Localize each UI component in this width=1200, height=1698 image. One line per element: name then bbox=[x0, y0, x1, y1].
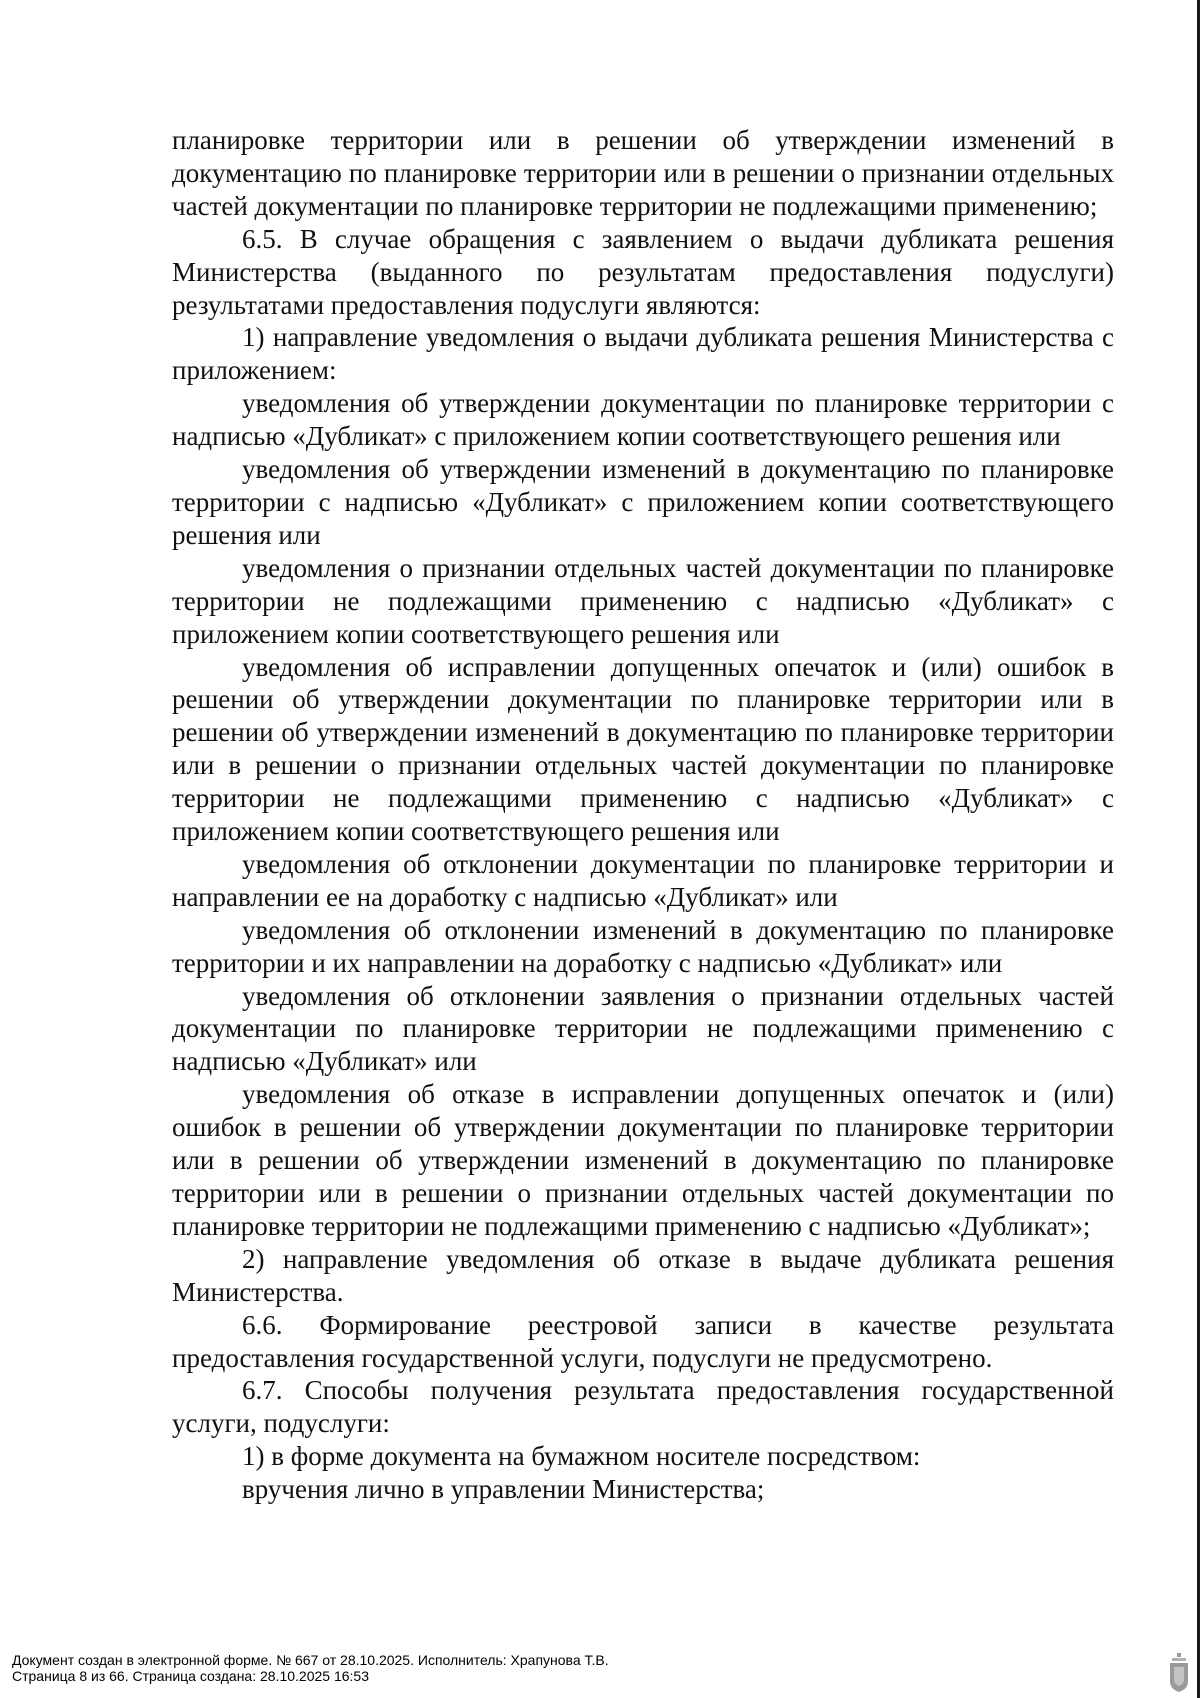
document-body bbox=[172, 124, 1114, 1506]
paragraph-6-7-item-1: 1) в форме документа на бумажном носителе посредством: bbox=[242, 1441, 921, 1472]
footer-line-creation: Документ создан в электронной форме. № 667 от 28.10.2025. Исполнитель: Храпунова Т.В. bbox=[12, 1652, 609, 1668]
paragraph-6-5-item-1: 1) направление уведомления о выдачи дубликата решения Министерства с приложением: bbox=[172, 322, 1114, 386]
paragraph-notice-approval: уведомления об утверждении документации по планировке территории с надписью «Дубликат» с приложением копии соответствующего решения или bbox=[172, 388, 1114, 452]
paragraph-6-6: 6.6. Формирование реестровой записи в качестве результата предоставления государственной услуги, подуслуги не предусмотрено. bbox=[172, 1309, 1114, 1373]
paragraph-6-5: 6.5. В случае обращения с заявлением о выдачи дубликата решения Министерства (выданного по результатам предоставления подуслуги) результатами предоставления подуслуги являются: bbox=[172, 223, 1114, 320]
document-footer bbox=[12, 1652, 609, 1684]
paragraph-notice-rejection: уведомления об отклонении документации по планировке территории и направлении ее на доработку с надписью «Дубликат» или bbox=[172, 848, 1114, 912]
coat-of-arms-icon bbox=[1168, 1653, 1190, 1693]
paragraph-continuation: планировке территории или в решении об утверждении изменений в документацию по планировке территории или в решении о признании отдельных частей документации по планировке территории не подлежащими применению; bbox=[172, 125, 1114, 221]
paragraph-notice-corrections: уведомления об исправлении допущенных опечаток и (или) ошибок в решении об утверждении документации по планировке территории или в решении об утверждении изменений в документацию по планировке территории или в решении о признании отдельных частей документации по планировке территории не подлежащими применению с надписью «Дубликат» с приложением копии соответствующего решения или bbox=[172, 651, 1114, 847]
paragraph-notice-changes-approval: уведомления об утверждении изменений в документацию по планировке территории с надписью «Дубликат» с приложением копии соответствующего решения или bbox=[172, 454, 1114, 550]
paragraph-6-7: 6.7. Способы получения результата предоставления государственной услуги, подуслуги: bbox=[172, 1375, 1114, 1439]
paragraph-notice-changes-rejection: уведомления об отклонении изменений в документацию по планировке территории и их направлении на доработку с надписью «Дубликат» или bbox=[172, 914, 1114, 978]
paragraph-6-7-item-1-delivery: вручения лично в управлении Министерства; bbox=[242, 1474, 765, 1505]
paragraph-notice-application-rejection: уведомления об отклонении заявления о признании отдельных частей документации по планировке территории не подлежащими применению с надписью «Дубликат» или bbox=[172, 980, 1114, 1077]
paragraph-notice-correction-refusal: уведомления об отказе в исправлении допущенных опечаток и (или) ошибок в решении об утверждении документации по планировке территории или в решении об утверждении изменений в документацию по планировке территории или в решении о признании отдельных частей документации по планировке территории не подлежащими применению с надписью «Дубликат»; bbox=[172, 1079, 1114, 1241]
paragraph-notice-parts-inapplicable: уведомления о признании отдельных частей документации по планировке территории не подлежащими применению с надписью «Дубликат» с приложением копии соответствующего решения или bbox=[172, 552, 1114, 649]
paragraph-6-5-item-2: 2) направление уведомления об отказе в выдаче дубликата решения Министерства. bbox=[172, 1243, 1114, 1307]
footer-line-page: Страница 8 из 66. Страница создана: 28.10.2025 16:53 bbox=[12, 1668, 369, 1684]
